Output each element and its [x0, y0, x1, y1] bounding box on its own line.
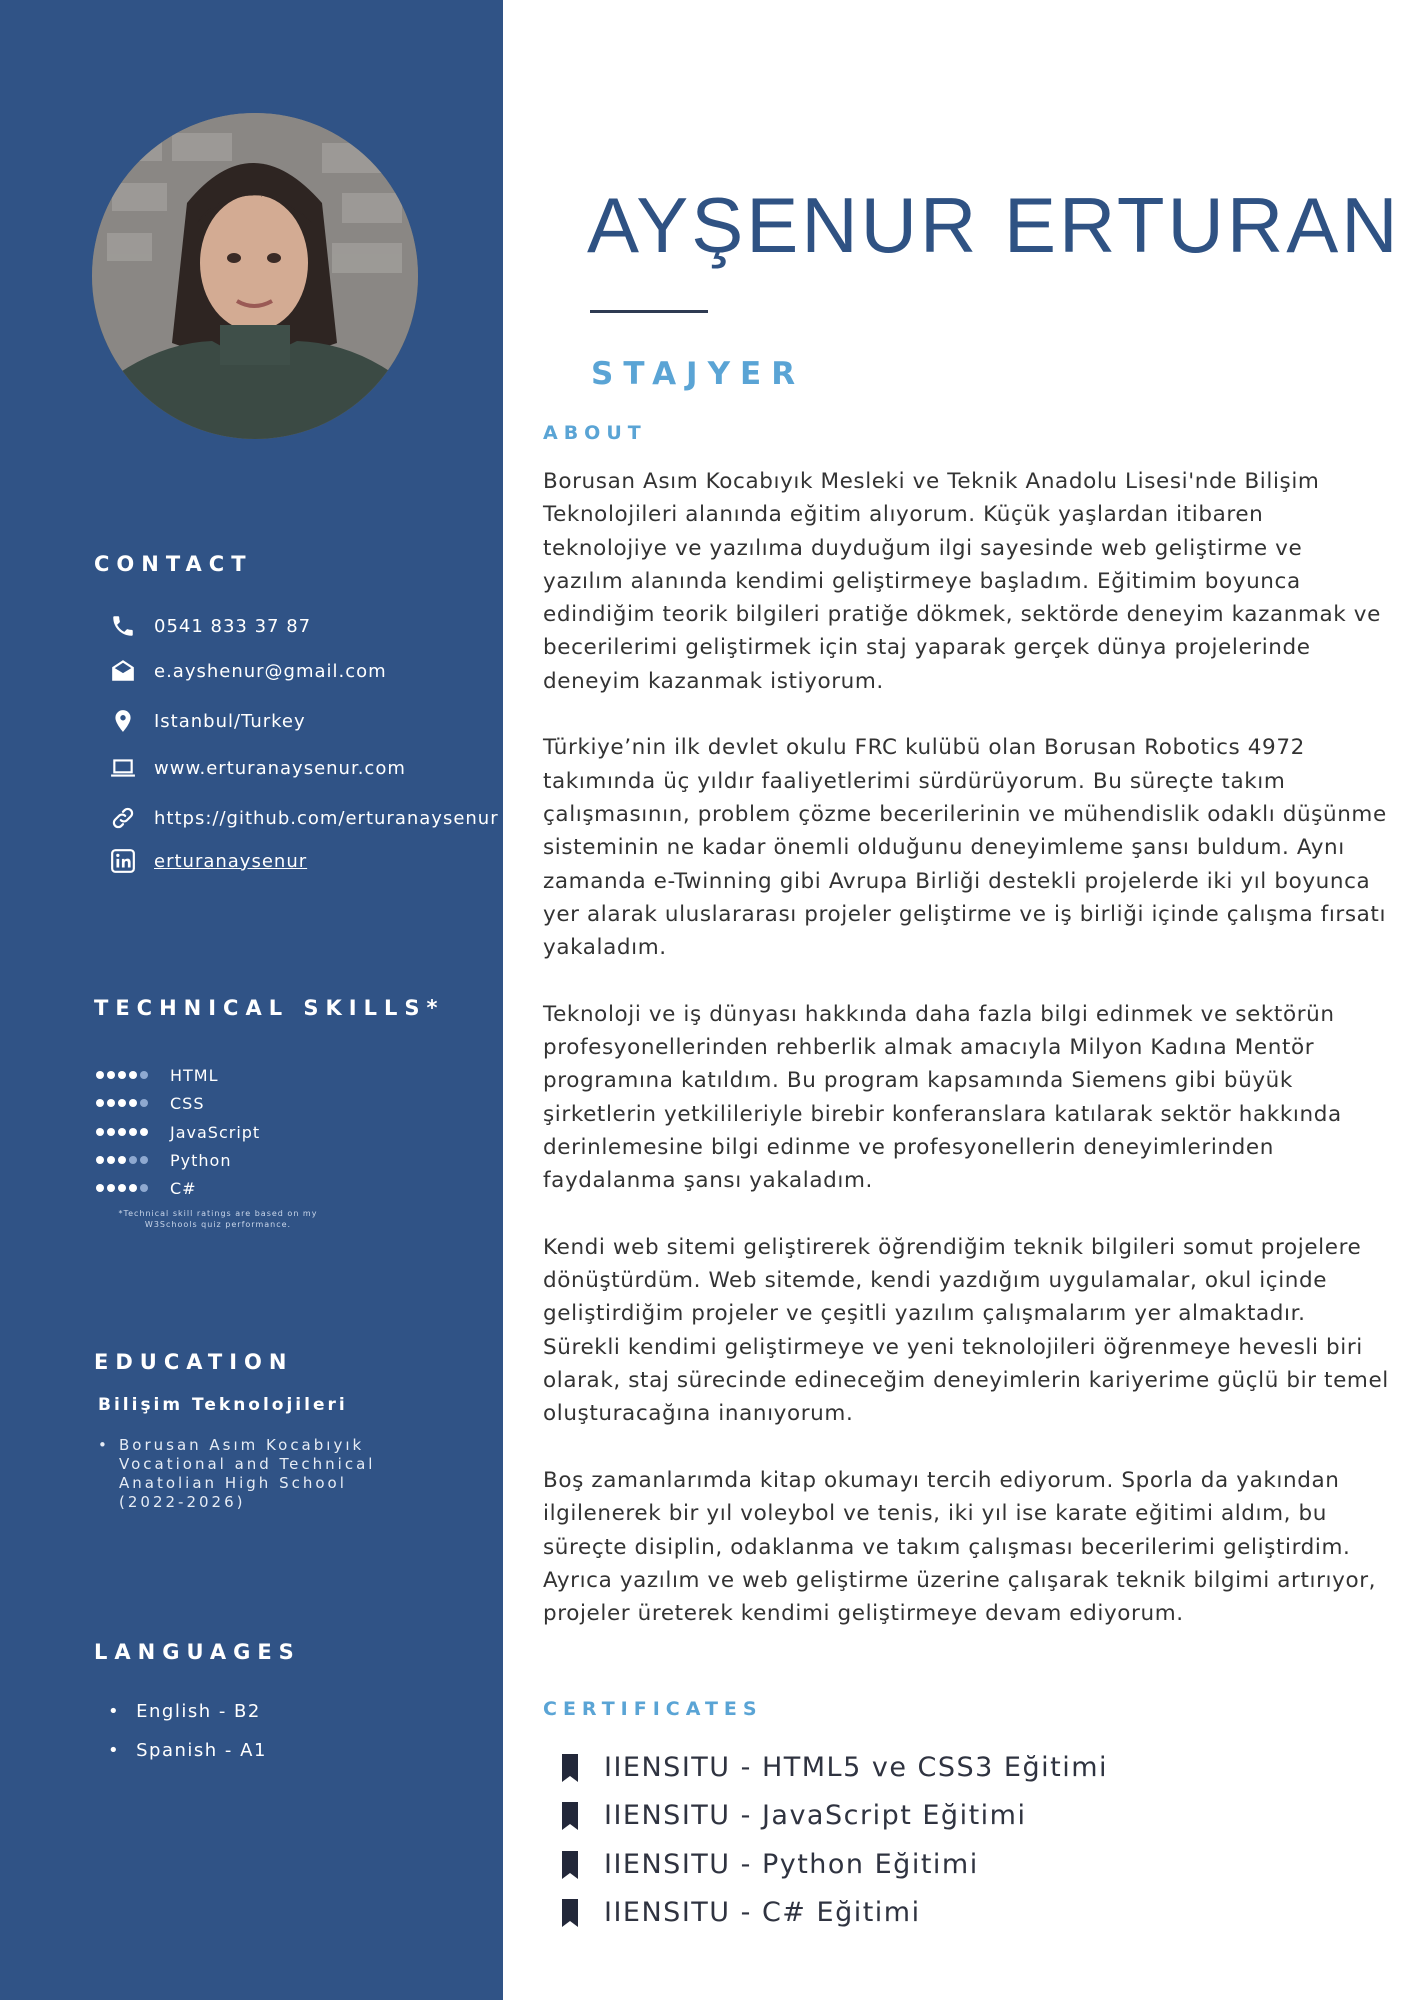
- rating-dot: [118, 1156, 126, 1164]
- candidate-name: AYŞENUR ERTURAN: [587, 181, 1401, 269]
- rating-dot: [96, 1071, 104, 1079]
- rating-dot: [140, 1099, 148, 1107]
- certificates-heading: CERTIFICATES: [543, 1698, 763, 1720]
- about-paragraph: Boş zamanlarımda kitap okumayı tercih ediyorum. Sporla da yakından ilgilenerek bir yıl voleybol ve tenis, iki yıl ise karate eğitimi aldım, bu süreçte disiplin, odaklanma ve takım çalışması becerilerimi geliştirdim. Ayrıca yazılım ve web geliştirme üzerine çalışarak teknik bilgimi artırıyor, projeler üreterek kendimi geliştirmeye devam ediyorum.: [543, 1467, 1377, 1627]
- language-item: • Spanish - A1: [108, 1740, 267, 1761]
- sidebar: [0, 0, 503, 2000]
- linkedin-icon: [110, 846, 142, 876]
- contact-heading: CONTACT: [94, 552, 253, 576]
- bookmark-icon: [560, 1851, 580, 1879]
- rating-dot: [129, 1071, 137, 1079]
- rating-dot: [107, 1156, 115, 1164]
- rating-dot: [118, 1099, 126, 1107]
- bookmark-icon: [560, 1802, 580, 1830]
- rating-dot: [140, 1156, 148, 1164]
- about-text: [543, 465, 1389, 1664]
- certificate-text: IIENSITU - C# Eğitimi: [604, 1897, 921, 1928]
- certificate-item: [560, 1800, 1026, 1831]
- contact-email[interactable]: [110, 656, 387, 686]
- contact-phone[interactable]: [110, 611, 311, 641]
- skill-rating: [96, 1099, 162, 1107]
- certificate-item: [560, 1849, 979, 1880]
- rating-dot: [118, 1184, 126, 1192]
- rating-dot: [129, 1128, 137, 1136]
- contact-linkedin-text: erturanaysenur: [154, 850, 308, 872]
- education-school: [98, 1436, 398, 1512]
- skill-item: [96, 1177, 197, 1199]
- envelope-open-icon: [110, 656, 142, 686]
- language-item: • English - B2: [108, 1701, 261, 1722]
- about-paragraph: Teknoloji ve iş dünyası hakkında daha fazla bilgi edinmek ve sektörün profesyonellerinden rehberlik almak amacıyla Milyon Kadına Mentör programına katıldım. Bu program kapsamında Siemens gibi büyük şirketlerin yetkilileriyle birebir konferanslara katılarak sektör hakkında derinlemesine bilgi edinme ve profesyonellerin deneyimlerinden faydalanma şansı yakaladım.: [543, 1001, 1342, 1194]
- rating-dot: [107, 1184, 115, 1192]
- skill-item: [96, 1064, 219, 1086]
- skill-name: CSS: [170, 1093, 205, 1113]
- rating-dot: [129, 1184, 137, 1192]
- skill-rating: [96, 1128, 162, 1136]
- contact-email-text: e.ayshenur@gmail.com: [154, 660, 387, 682]
- about-paragraph: Türkiye’nin ilk devlet okulu FRC kulübü olan Borusan Robotics 4972 takımında üç yıldır faaliyetlerimi sürdürüyorum. Bu süreçte takım çalışmasının, problem çözme becerilerinin ve mühendislik odaklı düşünme sisteminin ne kadar önemli olduğunu deneyimleme şansı buldum. Aynı zamanda e-Twinning gibi Avrupa Birliği destekli projelerde iki yıl boyunca yer alarak uluslararası projeler geliştirme ve iş birliği içinde çalışma fırsatı yakaladım.: [543, 735, 1387, 961]
- contact-website-text: www.erturanaysenur.com: [154, 757, 406, 779]
- rating-dot: [118, 1071, 126, 1079]
- about-heading: ABOUT: [543, 422, 647, 444]
- contact-phone-text: 0541 833 37 87: [154, 615, 312, 637]
- rating-dot: [140, 1071, 148, 1079]
- languages-heading: LANGUAGES: [94, 1640, 301, 1664]
- skill-rating: [96, 1156, 162, 1164]
- about-paragraph: Kendi web sitemi geliştirerek öğrendiğim teknik bilgileri somut projelere dönüştürdüm. Web sitemde, kendi yazdığım uygulamalar, okul içinde geliştirdiğim projeler ve çeşitli yazılım çalışmalarım yer almaktadır. Sürekli kendimi geliştirmeye ve yeni teknolojileri öğrenmeye hevesli biri olarak, staj sürecinde edineceğim deneyimlerin kariyerime güçlü bir temel oluşturacağına inanıyorum.: [543, 1234, 1389, 1427]
- skill-rating: [96, 1071, 162, 1079]
- bullet: •: [98, 1436, 110, 1454]
- link-icon: [110, 803, 142, 833]
- skill-item: [96, 1149, 231, 1171]
- certificate-text: IIENSITU - HTML5 ve CSS3 Eğitimi: [604, 1752, 1108, 1783]
- rating-dot: [96, 1156, 104, 1164]
- skill-item: [96, 1121, 260, 1143]
- rating-dot: [96, 1184, 104, 1192]
- rating-dot: [96, 1128, 104, 1136]
- skill-name: Python: [170, 1150, 232, 1170]
- education-degree: Bilişim Teknolojileri: [98, 1395, 348, 1415]
- rating-dot: [129, 1099, 137, 1107]
- skill-rating: [96, 1184, 162, 1192]
- rating-dot: [118, 1128, 126, 1136]
- name-divider: [590, 310, 708, 313]
- certificate-item: [560, 1752, 1108, 1783]
- certificate-text: IIENSITU - JavaScript Eğitimi: [604, 1800, 1027, 1831]
- candidate-role: STAJYER: [591, 356, 806, 392]
- phone-icon: [110, 611, 142, 641]
- location-pin-icon: [110, 706, 142, 736]
- skills-note: *Technical skill ratings are based on my W3Schools quiz performance.: [118, 1209, 318, 1229]
- skill-item: [96, 1092, 204, 1114]
- rating-dot: [107, 1099, 115, 1107]
- bookmark-icon: [560, 1899, 580, 1927]
- rating-dot: [96, 1099, 104, 1107]
- education-school-text: Borusan Asım Kocabıyık Vocational and Technical Anatolian High School (2022-2026): [119, 1436, 376, 1511]
- contact-github-text: https://github.com/erturanaysenur: [154, 807, 499, 829]
- profile-photo: [92, 113, 418, 439]
- contact-location: [110, 706, 306, 736]
- technical-skills-heading: TECHNICAL SKILLS*: [94, 996, 445, 1020]
- laptop-icon: [110, 753, 142, 783]
- education-heading: EDUCATION: [94, 1350, 294, 1374]
- rating-dot: [140, 1184, 148, 1192]
- contact-location-text: Istanbul/Turkey: [154, 710, 306, 732]
- rating-dot: [129, 1156, 137, 1164]
- skill-name: HTML: [170, 1065, 219, 1085]
- skill-name: C#: [170, 1178, 197, 1198]
- certificate-item: [560, 1897, 921, 1928]
- contact-github[interactable]: [110, 803, 499, 833]
- about-paragraph: Borusan Asım Kocabıyık Mesleki ve Teknik Anadolu Lisesi'nde Bilişim Teknolojileri alanında eğitim alıyorum. Küçük yaşlardan itibaren teknolojiye ve yazılıma duyduğum ilgi sayesinde web geliştirme ve yazılım alanında kendimi geliştirmeye başladım. Eğitimim boyunca edindiğim teorik bilgileri pratiğe dökmek, sektörde deneyim kazanmak ve becerilerimi geliştirmek için staj yaparak gerçek dünya projelerinde deneyim kazanmak istiyorum.: [543, 469, 1381, 694]
- contact-linkedin[interactable]: [110, 846, 307, 876]
- bookmark-icon: [560, 1754, 580, 1782]
- certificate-text: IIENSITU - Python Eğitimi: [604, 1849, 979, 1880]
- rating-dot: [107, 1071, 115, 1079]
- skill-name: JavaScript: [170, 1122, 261, 1142]
- contact-website[interactable]: [110, 753, 406, 783]
- rating-dot: [107, 1128, 115, 1136]
- rating-dot: [140, 1128, 148, 1136]
